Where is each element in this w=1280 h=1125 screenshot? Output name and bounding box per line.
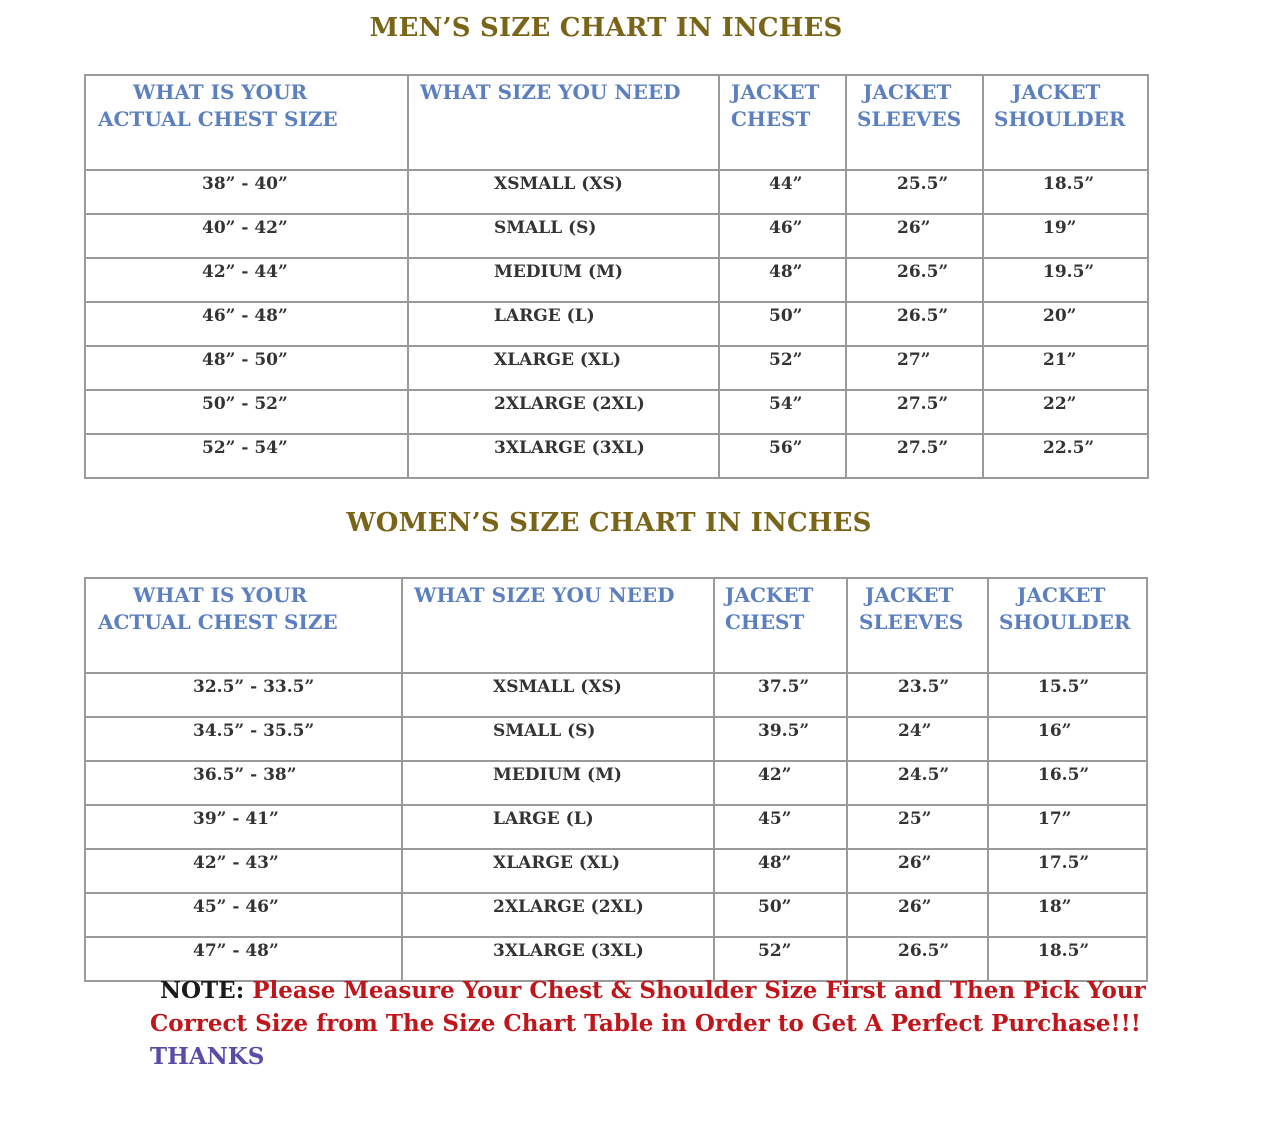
header-line: CHEST	[725, 610, 805, 634]
cell-jacket-sleeves: 26”	[847, 893, 988, 937]
header-size-needed	[402, 578, 714, 673]
cell-jacket-sleeves: 27.5”	[846, 390, 983, 434]
cell-jacket-chest: 50”	[714, 893, 847, 937]
table-row	[85, 805, 1147, 849]
header-jacket-sleeves	[846, 75, 983, 170]
cell-actual-chest-size: 40” - 42”	[85, 214, 408, 258]
cell-jacket-shoulder: 16”	[988, 717, 1147, 761]
cell-size-needed: 3XLARGE (3XL)	[408, 434, 719, 478]
cell-jacket-sleeves: 26.5”	[847, 937, 988, 981]
header-jacket-chest	[719, 75, 846, 170]
header-line: JACKET	[1012, 80, 1101, 104]
note-text: Please Measure Your Chest & Shoulder Size First and Then Pick Your Correct Size from The Size Chart Table in Order to Get A Perfect Purchase!!!	[150, 977, 1146, 1037]
cell-actual-chest-size: 46” - 48”	[85, 302, 408, 346]
cell-size-needed: MEDIUM (M)	[408, 258, 719, 302]
cell-actual-chest-size: 47” - 48”	[85, 937, 402, 981]
cell-jacket-shoulder: 19.5”	[983, 258, 1148, 302]
header-line: WHAT IS YOUR	[133, 80, 308, 104]
header-line: SLEEVES	[857, 107, 962, 131]
cell-size-needed: LARGE (L)	[402, 805, 714, 849]
header-jacket-shoulder	[983, 75, 1148, 170]
header-line: ACTUAL CHEST SIZE	[98, 610, 338, 634]
header-line: JACKET	[865, 583, 954, 607]
womens-size-table	[84, 577, 1148, 982]
cell-jacket-chest: 42”	[714, 761, 847, 805]
cell-jacket-sleeves: 24.5”	[847, 761, 988, 805]
cell-actual-chest-size: 36.5” - 38”	[85, 761, 402, 805]
cell-size-needed: LARGE (L)	[408, 302, 719, 346]
header-line: CHEST	[731, 107, 811, 131]
header-line: WHAT SIZE YOU NEED	[420, 80, 681, 104]
cell-actual-chest-size: 42” - 43”	[85, 849, 402, 893]
womens-header-row	[85, 578, 1147, 673]
header-line: SHOULDER	[994, 107, 1126, 131]
cell-jacket-sleeves: 25”	[847, 805, 988, 849]
cell-jacket-shoulder: 18.5”	[983, 170, 1148, 214]
cell-jacket-shoulder: 22”	[983, 390, 1148, 434]
cell-actual-chest-size: 34.5” - 35.5”	[85, 717, 402, 761]
header-line: WHAT IS YOUR	[133, 583, 308, 607]
table-row	[85, 849, 1147, 893]
cell-size-needed: 3XLARGE (3XL)	[402, 937, 714, 981]
cell-jacket-chest: 45”	[714, 805, 847, 849]
cell-size-needed: SMALL (S)	[408, 214, 719, 258]
size-note	[150, 974, 1150, 1073]
cell-size-needed: 2XLARGE (2XL)	[408, 390, 719, 434]
cell-actual-chest-size: 45” - 46”	[85, 893, 402, 937]
cell-jacket-chest: 48”	[714, 849, 847, 893]
cell-jacket-sleeves: 26.5”	[846, 258, 983, 302]
header-line: JACKET	[863, 80, 952, 104]
header-line: JACKET	[725, 583, 814, 607]
header-jacket-chest	[714, 578, 847, 673]
cell-jacket-shoulder: 18”	[988, 893, 1147, 937]
cell-jacket-shoulder: 22.5”	[983, 434, 1148, 478]
cell-jacket-sleeves: 26”	[846, 214, 983, 258]
cell-jacket-shoulder: 15.5”	[988, 673, 1147, 717]
cell-jacket-chest: 46”	[719, 214, 846, 258]
cell-jacket-sleeves: 23.5”	[847, 673, 988, 717]
cell-jacket-chest: 52”	[719, 346, 846, 390]
cell-size-needed: 2XLARGE (2XL)	[402, 893, 714, 937]
cell-actual-chest-size: 38” - 40”	[85, 170, 408, 214]
cell-jacket-sleeves: 25.5”	[846, 170, 983, 214]
cell-jacket-shoulder: 18.5”	[988, 937, 1147, 981]
header-line: ACTUAL CHEST SIZE	[98, 107, 338, 131]
cell-jacket-chest: 37.5”	[714, 673, 847, 717]
cell-jacket-shoulder: 16.5”	[988, 761, 1147, 805]
table-row	[85, 434, 1148, 478]
cell-jacket-sleeves: 24”	[847, 717, 988, 761]
cell-jacket-shoulder: 21”	[983, 346, 1148, 390]
womens-chart-title: WOMEN’S SIZE CHART IN INCHES	[346, 508, 872, 538]
cell-jacket-shoulder: 20”	[983, 302, 1148, 346]
cell-size-needed: XSMALL (XS)	[408, 170, 719, 214]
cell-jacket-chest: 39.5”	[714, 717, 847, 761]
table-row	[85, 170, 1148, 214]
header-actual-chest-size	[85, 578, 402, 673]
cell-jacket-shoulder: 19”	[983, 214, 1148, 258]
cell-size-needed: XLARGE (XL)	[402, 849, 714, 893]
cell-size-needed: SMALL (S)	[402, 717, 714, 761]
cell-jacket-chest: 52”	[714, 937, 847, 981]
cell-jacket-chest: 56”	[719, 434, 846, 478]
mens-size-table	[84, 74, 1149, 479]
cell-jacket-sleeves: 27”	[846, 346, 983, 390]
cell-actual-chest-size: 42” - 44”	[85, 258, 408, 302]
cell-size-needed: MEDIUM (M)	[402, 761, 714, 805]
cell-jacket-chest: 44”	[719, 170, 846, 214]
cell-jacket-chest: 54”	[719, 390, 846, 434]
cell-jacket-sleeves: 27.5”	[846, 434, 983, 478]
table-row	[85, 258, 1148, 302]
table-row	[85, 893, 1147, 937]
mens-chart-title: MEN’S SIZE CHART IN INCHES	[369, 13, 843, 43]
note-label: NOTE:	[160, 977, 245, 1004]
cell-actual-chest-size: 39” - 41”	[85, 805, 402, 849]
note-thanks: THANKS	[150, 1043, 265, 1070]
header-jacket-sleeves	[847, 578, 988, 673]
table-row	[85, 302, 1148, 346]
table-row	[85, 673, 1147, 717]
header-line: JACKET	[731, 80, 820, 104]
header-line: WHAT SIZE YOU NEED	[414, 583, 675, 607]
mens-header-row	[85, 75, 1148, 170]
cell-jacket-chest: 50”	[719, 302, 846, 346]
cell-actual-chest-size: 32.5” - 33.5”	[85, 673, 402, 717]
cell-jacket-shoulder: 17”	[988, 805, 1147, 849]
cell-size-needed: XSMALL (XS)	[402, 673, 714, 717]
cell-jacket-sleeves: 26”	[847, 849, 988, 893]
table-row	[85, 761, 1147, 805]
header-line: SLEEVES	[859, 610, 964, 634]
cell-actual-chest-size: 48” - 50”	[85, 346, 408, 390]
table-row	[85, 214, 1148, 258]
table-row	[85, 346, 1148, 390]
header-line: SHOULDER	[999, 610, 1131, 634]
cell-actual-chest-size: 50” - 52”	[85, 390, 408, 434]
header-actual-chest-size	[85, 75, 408, 170]
table-row	[85, 717, 1147, 761]
header-line: JACKET	[1017, 583, 1106, 607]
table-row	[85, 390, 1148, 434]
cell-size-needed: XLARGE (XL)	[408, 346, 719, 390]
cell-jacket-sleeves: 26.5”	[846, 302, 983, 346]
cell-actual-chest-size: 52” - 54”	[85, 434, 408, 478]
header-size-needed	[408, 75, 719, 170]
header-jacket-shoulder	[988, 578, 1147, 673]
cell-jacket-shoulder: 17.5”	[988, 849, 1147, 893]
cell-jacket-chest: 48”	[719, 258, 846, 302]
